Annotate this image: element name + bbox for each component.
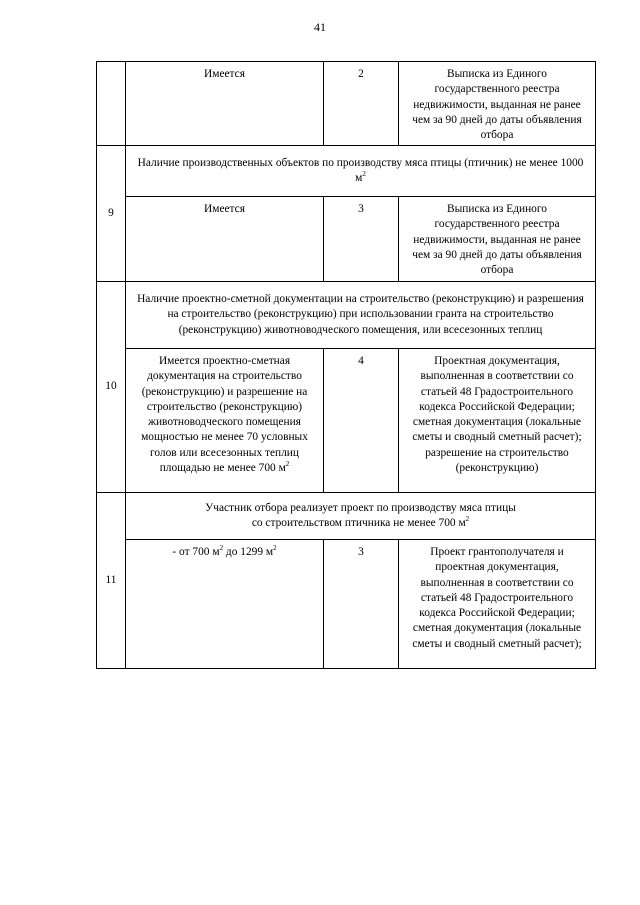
value-cell xyxy=(126,197,324,282)
page-number: 41 xyxy=(314,20,326,34)
document-line: сметная документация (локальные сметы и сводный сметный расчет); xyxy=(412,622,582,650)
documents-text: Выписка из Единого государственного реестра недвижимости, выданная не ранее чем за 90 дней до даты объявления отбора xyxy=(412,203,582,277)
document-line: Проект грантополучателя и проектная документация, выполненная в соответствии со статьей 48 Градостроительного кодекса Российской Федерации; xyxy=(419,546,575,620)
documents-cell xyxy=(399,540,596,669)
value-text: Имеется xyxy=(204,203,245,215)
table-row xyxy=(97,349,596,493)
criterion-heading-cell xyxy=(126,493,596,540)
document-line: Проектная документация, выполненная в соответствии со статьей 48 Градостроительного кодекса Российской Федерации; xyxy=(419,355,575,413)
criterion-row xyxy=(97,282,596,349)
points-text: 4 xyxy=(358,355,364,367)
criterion-number: 11 xyxy=(105,573,117,586)
document-line: разрешение на строительство (реконструкцию) xyxy=(425,446,569,475)
points-cell xyxy=(324,62,399,146)
value-text: Имеется проектно-сметная документация на строительство (реконструкцию) и разрешение на строительство (реконструкцию) животноводческого помещения мощностью не менее 70 условных голов или всесезонных теплиц площадью не менее 700 $м^2$ xyxy=(141,355,308,475)
value-cell xyxy=(126,62,324,146)
criteria-table xyxy=(96,61,596,669)
documents-text: Выписка из Единого государственного реестра недвижимости, выданная не ранее чем за 90 дней до даты объявления отбора xyxy=(412,68,582,142)
criterion-number: 9 xyxy=(108,206,114,219)
criterion-heading: Участник отбора реализует проект по производству мяса птицы со строительством птичника не менее 700 $м^2$ xyxy=(205,501,516,529)
points-text: 3 xyxy=(358,203,364,215)
documents-text xyxy=(399,540,595,652)
criterion-number-cell xyxy=(97,146,126,282)
criterion-number-cell xyxy=(97,282,126,493)
value-text: Имеется xyxy=(204,68,245,80)
points-cell xyxy=(324,349,399,493)
criterion-number: 10 xyxy=(105,380,117,393)
table-row xyxy=(97,62,596,146)
documents-cell xyxy=(399,62,596,146)
points-cell xyxy=(324,197,399,282)
criterion-row xyxy=(97,493,596,540)
criterion-heading: Наличие производственных объектов по производству мяса птицы (птичник) не менее 1000 $м^2$ xyxy=(137,156,584,184)
criterion-heading: Наличие проектно-сметной документации на строительство (реконструкцию) и разрешения на строительство (реконструкцию) при использовании гранта на строительство (реконструкцию) животноводческого помещения, или всесезонных теплиц xyxy=(137,293,584,336)
value-cell xyxy=(126,349,324,493)
points-text: 3 xyxy=(358,546,364,558)
value-cell xyxy=(126,540,324,669)
documents-text xyxy=(399,349,595,476)
table-row xyxy=(97,197,596,282)
points-text: 2 xyxy=(358,68,364,80)
table-row xyxy=(97,540,596,669)
value-text: - от 700 $м^2$ до 1299 $м^2$ xyxy=(172,544,277,558)
documents-cell xyxy=(399,197,596,282)
points-cell xyxy=(324,540,399,669)
criterion-heading-cell xyxy=(126,146,596,197)
criterion-number-cell xyxy=(97,62,126,146)
document-line: сметная документация (локальные сметы и сводный сметный расчет); xyxy=(412,416,582,444)
criterion-number-cell xyxy=(97,493,126,669)
criterion-row xyxy=(97,146,596,197)
documents-cell xyxy=(399,349,596,493)
criterion-heading-cell xyxy=(126,282,596,349)
